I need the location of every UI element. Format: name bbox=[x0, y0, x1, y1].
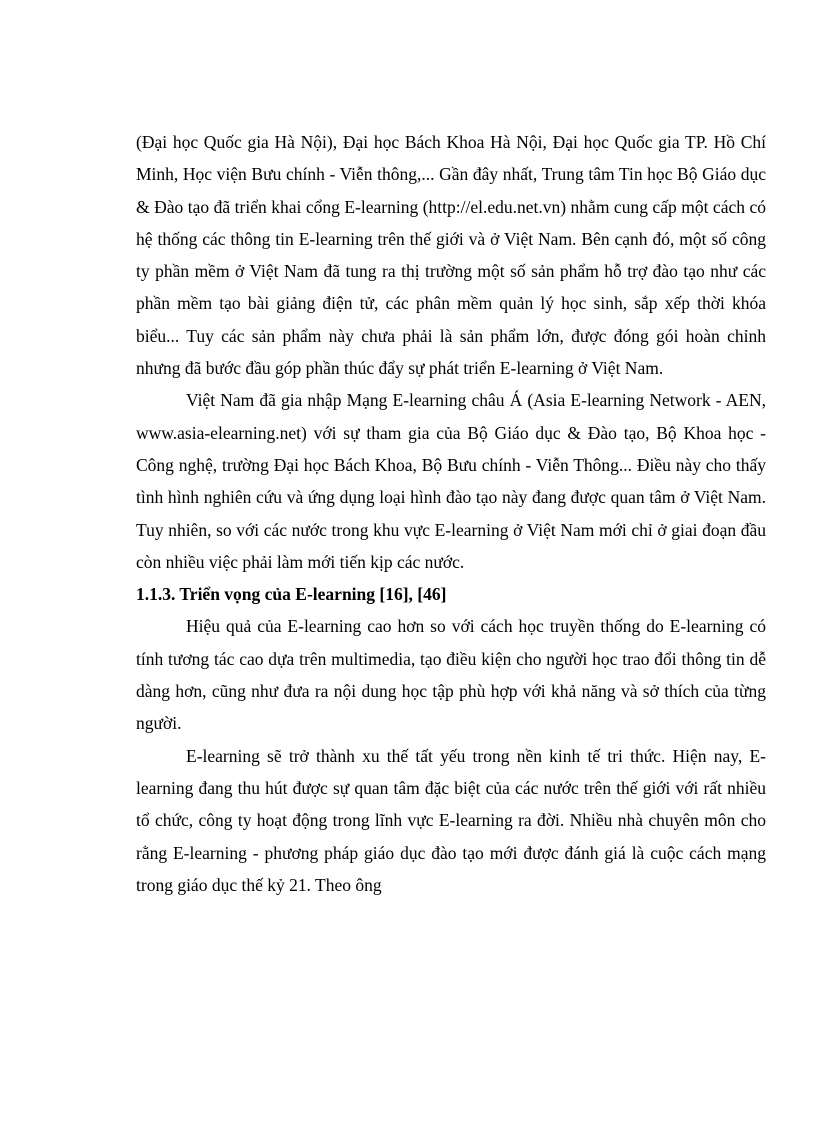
document-body bbox=[136, 126, 766, 901]
section-heading: 1.1.3. Triển vọng của E-learning [16], [46] bbox=[136, 584, 447, 605]
paragraph-trend: E-learning sẽ trở thành xu thế tất yếu trong nền kinh tế tri thức. Hiện nay, E-learning đang thu hút được sự quan tâm đặc biệt của các nước trên thế giới với rất nhiều tổ chức, công ty hoạt động trong lĩnh vực E-learning ra đời. Nhiều nhà chuyên môn cho rằng E-learning - phương pháp giáo dục đào tạo mới được đánh giá là cuộc cách mạng trong giáo dục thế kỷ 21. Theo ông bbox=[136, 745, 766, 895]
paragraph-continued: (Đại học Quốc gia Hà Nội), Đại học Bách Khoa Hà Nội, Đại học Quốc gia TP. Hồ Chí Minh, Học viện Bưu chính - Viễn thông,... Gần đây nhất, Trung tâm Tin học Bộ Giáo dục & Đào tạo đã triển khai cổng E-learning (http://el.edu.net.vn) nhằm cung cấp một cách có hệ thống các thông tin E-learning trên thế giới và ở Việt Nam. Bên cạnh đó, một số công ty phần mềm ở Việt Nam đã tung ra thị trường một số sản phẩm hỗ trợ đào tạo như các phần mềm tạo bài giảng điện tử, các phân mềm quản lý học sinh, sắp xếp thời khóa biểu... Tuy các sản phẩm này chưa phải là sản phẩm lớn, được đóng gói hoàn chỉnh nhưng đã bước đầu góp phần thúc đẩy sự phát triển E-learning ở Việt Nam. bbox=[136, 132, 766, 379]
paragraph-effectiveness: Hiệu quả của E-learning cao hơn so với cách học truyền thống do E-learning có tính tương tác cao dựa trên multimedia, tạo điều kiện cho người học trao đổi thông tin dễ dàng hơn, cũng như đưa ra nội dung học tập phù hợp với khả năng và sở thích của từng người. bbox=[136, 616, 766, 734]
paragraph-aen-membership: Việt Nam đã gia nhập Mạng E-learning châu Á (Asia E-learning Network - AEN, www.asia-elearning.net) với sự tham gia của Bộ Giáo dục & Đào tạo, Bộ Khoa học - Công nghệ, trường Đại học Bách Khoa, Bộ Bưu chính - Viễn Thông... Điều này cho thấy tình hình nghiên cứu và ứng dụng loại hình đào tạo này đang được quan tâm ở Việt Nam. Tuy nhiên, so với các nước trong khu vực E-learning ở Việt Nam mới chỉ ở giai đoạn đầu còn nhiều việc phải làm mới tiến kịp các nước. bbox=[136, 390, 766, 572]
